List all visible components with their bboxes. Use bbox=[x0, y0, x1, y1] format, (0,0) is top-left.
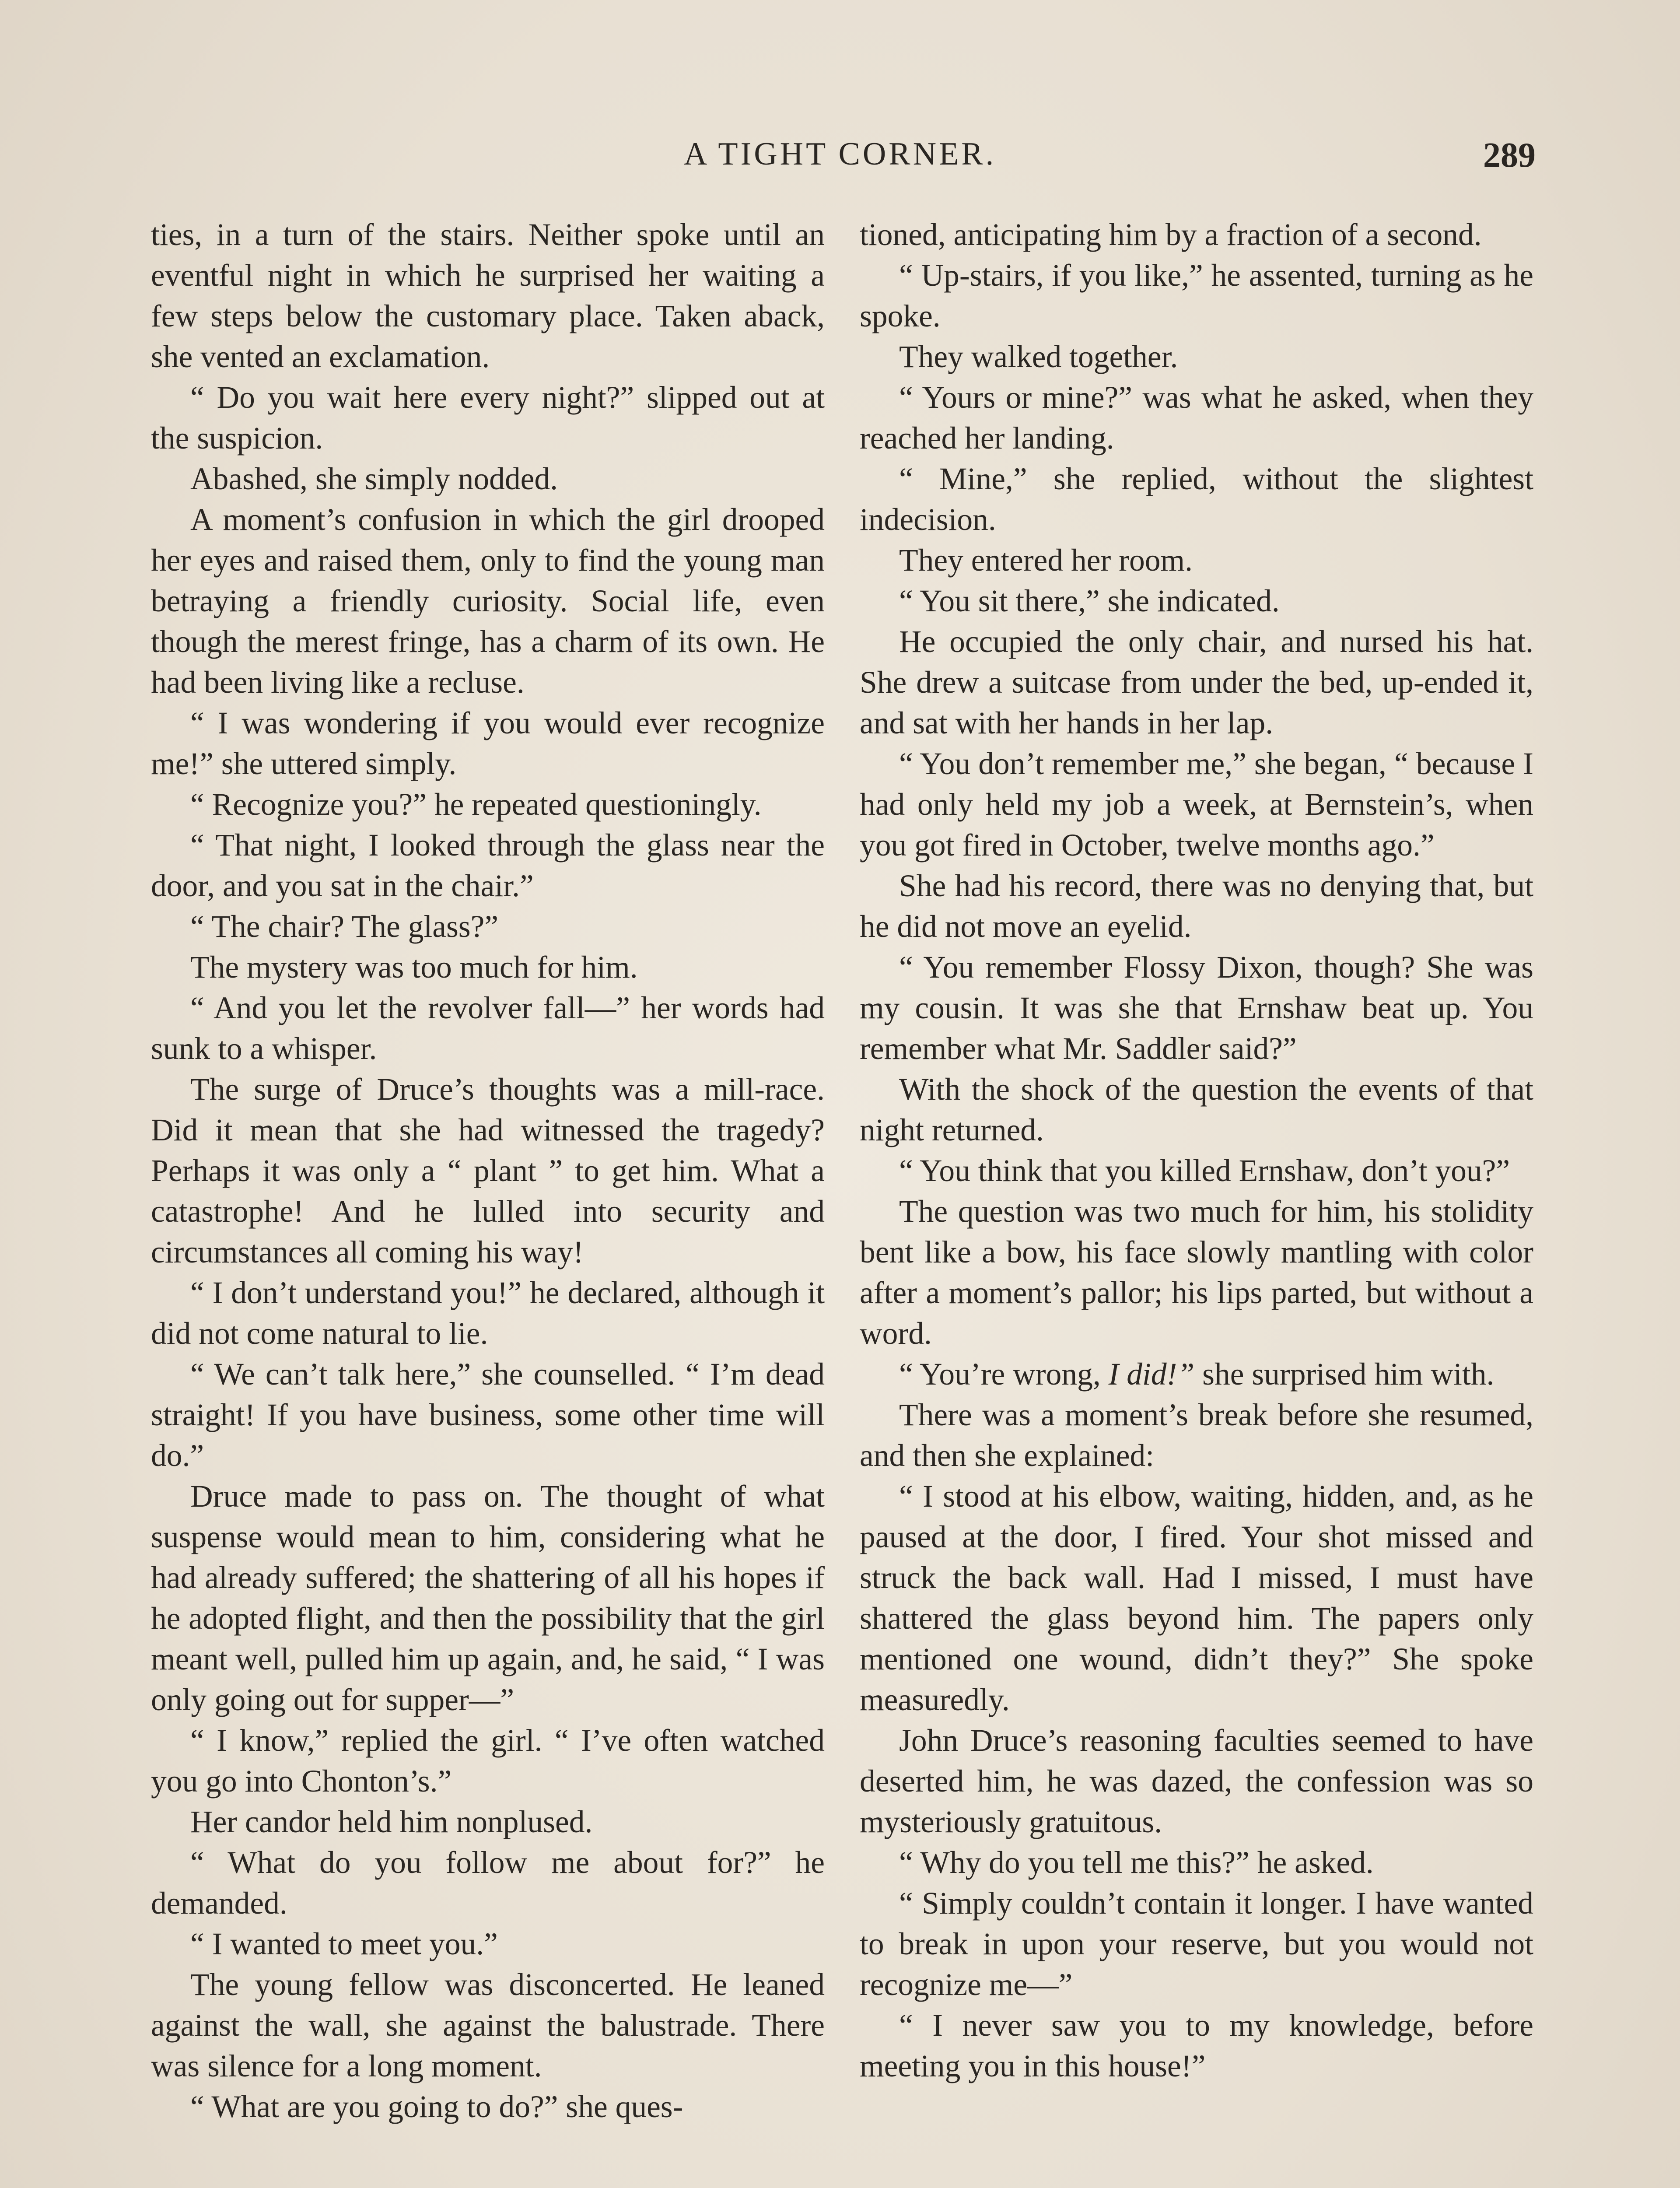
right-column-paragraph bbox=[860, 1150, 1533, 1191]
right-column-paragraph bbox=[860, 1395, 1533, 1476]
paragraph-text: “ Why do you tell me this?” he asked. bbox=[899, 1845, 1374, 1880]
paragraph-text: “ Simply couldn’t contain it longer. I have wanted to break in upon your reserve, but you would not recognize me—” bbox=[860, 1886, 1533, 2002]
left-column-paragraph bbox=[151, 825, 825, 906]
paragraph-text: “ Mine,” she replied, without the slightest indecision. bbox=[860, 462, 1533, 537]
left-column-paragraph bbox=[151, 947, 825, 988]
paragraph-text: He occupied the only chair, and nursed his hat. She drew a suitcase from under the bed, up-ended it, and sat with her hands in her lap. bbox=[860, 624, 1533, 740]
paragraph-text: The surge of Druce’s thoughts was a mill-race. Did it mean that she had witnessed the tragedy? Perhaps it was only a “ plant ” to get him. What a catastrophe! And he lulled into security and circumstances all coming his way! bbox=[151, 1072, 825, 1269]
paragraph-text: Druce made to pass on. The thought of what suspense would mean to him, considering what he had already suffered; the shattering of all his hopes if he adopted flight, and then the possibility that the girl meant well, pulled him up again, and, he said, “ I was only going out for supper—” bbox=[151, 1479, 825, 1717]
paragraph-text: “ Recognize you?” he repeated questioningly. bbox=[190, 787, 762, 822]
right-column-paragraph bbox=[860, 947, 1533, 1069]
right-column-paragraph bbox=[860, 1354, 1533, 1395]
paragraph-text: They entered her room. bbox=[899, 543, 1193, 578]
paragraph-text: The mystery was too much for him. bbox=[190, 950, 638, 985]
right-column-paragraph bbox=[860, 255, 1533, 337]
paragraph-text: The question was two much for him, his stolidity bent like a bow, his face slowly mantling with color after a moment’s pallor; his lips parted, but without a word. bbox=[860, 1194, 1533, 1351]
right-column-paragraph bbox=[860, 1883, 1533, 2005]
right-column-paragraph bbox=[860, 1842, 1533, 1883]
paragraph-text: John Druce’s reasoning faculties seemed to have deserted him, he was dazed, the confession was so mysteriously gratuitous. bbox=[860, 1723, 1533, 1839]
paragraph-text: The young fellow was disconcerted. He leaned against the wall, she against the balustrade. There was silence for a long moment. bbox=[151, 1967, 825, 2083]
paragraph-text: Her candor held him nonplused. bbox=[190, 1805, 593, 1839]
paragraph-text: “ You think that you killed Ernshaw, don’t you?” bbox=[899, 1154, 1510, 1188]
left-column-paragraph bbox=[151, 1924, 825, 1964]
right-column-paragraph bbox=[860, 1069, 1533, 1150]
page-number: 289 bbox=[1483, 136, 1536, 175]
running-head bbox=[0, 136, 1680, 184]
paragraph-text: Abashed, she simply nodded. bbox=[190, 462, 558, 496]
paragraph-text: “ You’re wrong, bbox=[899, 1357, 1109, 1392]
left-column-paragraph bbox=[151, 377, 825, 459]
left-column-paragraph bbox=[151, 784, 825, 825]
paragraph-text: “ What do you follow me about for?” he demanded. bbox=[151, 1845, 825, 1921]
paragraph-text: “ The chair? The glass?” bbox=[190, 909, 499, 944]
left-column-paragraph bbox=[151, 1354, 825, 1476]
left-column-paragraph bbox=[151, 1802, 825, 1842]
left-column-paragraph bbox=[151, 988, 825, 1069]
right-text-column bbox=[860, 214, 1533, 2086]
left-text-column bbox=[151, 214, 825, 2127]
paragraph-text: “ I don’t understand you!” he declared, although it did not come natural to lie. bbox=[151, 1276, 825, 1351]
left-column-paragraph bbox=[151, 1842, 825, 1924]
left-column-paragraph bbox=[151, 906, 825, 947]
paragraph-text: “ And you let the revolver fall—” her words had sunk to a whisper. bbox=[151, 991, 825, 1066]
left-column-paragraph bbox=[151, 2086, 825, 2127]
right-column-paragraph bbox=[860, 540, 1533, 581]
emphasized-text: I did!” bbox=[1108, 1357, 1195, 1392]
paragraph-text: “ You remember Flossy Dixon, though? She was my cousin. It was she that Ernshaw beat up. You remember what Mr. Saddler said?” bbox=[860, 950, 1533, 1066]
paragraph-text: “ What are you going to do?” she ques- bbox=[190, 2090, 683, 2124]
paragraph-text: “ Up-stairs, if you like,” he assented, turning as he spoke. bbox=[860, 258, 1533, 333]
paragraph-text: tioned, anticipating him by a fraction of a second. bbox=[860, 217, 1482, 252]
right-column-paragraph bbox=[860, 1720, 1533, 1842]
right-column-paragraph bbox=[860, 337, 1533, 377]
right-column-paragraph bbox=[860, 743, 1533, 866]
right-column-paragraph bbox=[860, 866, 1533, 947]
paragraph-text: “ You sit there,” she indicated. bbox=[899, 584, 1280, 618]
right-column-paragraph bbox=[860, 377, 1533, 459]
left-column-paragraph bbox=[151, 499, 825, 703]
paragraph-text: “ You don’t remember me,” she began, “ because I had only held my job a week, at Bernstein’s, when you got fired in October, twelve months ago.” bbox=[860, 747, 1533, 863]
paragraph-text: A moment’s confusion in which the girl drooped her eyes and raised them, only to find the young man betraying a friendly curiosity. Social life, even though the merest fringe, has a charm of its own. He had been living like a recluse. bbox=[151, 502, 825, 700]
paragraph-text: “ I know,” replied the girl. “ I’ve often watched you go into Chonton’s.” bbox=[151, 1723, 825, 1799]
left-column-paragraph bbox=[151, 1964, 825, 2086]
paragraph-text: “ I wanted to meet you.” bbox=[190, 1927, 498, 1961]
left-column-paragraph bbox=[151, 1069, 825, 1273]
paragraph-text: She had his record, there was no denying that, but he did not move an eyelid. bbox=[860, 869, 1533, 944]
right-column-paragraph bbox=[860, 1476, 1533, 1720]
paragraph-text: “ I stood at his elbow, waiting, hidden, and, as he paused at the door, I fired. Your shot missed and struck the back wall. Had I missed, I must have shattered the glass beyond him. The papers only mentioned one wound, didn’t they?” She spoke measuredly. bbox=[860, 1479, 1533, 1717]
paragraph-text: They walked together. bbox=[899, 340, 1178, 374]
right-column-paragraph bbox=[860, 459, 1533, 540]
paragraph-text: “ We can’t talk here,” she counselled. “ I’m dead straight! If you have business, some other time will do.” bbox=[151, 1357, 825, 1473]
paragraph-text: “ That night, I looked through the glass near the door, and you sat in the chair.” bbox=[151, 828, 825, 903]
right-column-paragraph bbox=[860, 2005, 1533, 2086]
paragraph-text: “ I never saw you to my knowledge, before meeting you in this house!” bbox=[860, 2008, 1533, 2083]
paragraph-text: “ Yours or mine?” was what he asked, when they reached her landing. bbox=[860, 380, 1533, 456]
left-column-paragraph bbox=[151, 214, 825, 377]
left-column-paragraph bbox=[151, 1476, 825, 1720]
left-column-paragraph bbox=[151, 459, 825, 499]
right-column-paragraph bbox=[860, 214, 1533, 255]
paragraph-text: “ I was wondering if you would ever recognize me!” she uttered simply. bbox=[151, 706, 825, 781]
right-column-paragraph bbox=[860, 621, 1533, 743]
paragraph-text: ties, in a turn of the stairs. Neither spoke until an eventful night in which he surprised her waiting a few steps below the customary place. Taken aback, she vented an exclamation. bbox=[151, 217, 825, 374]
left-column-paragraph bbox=[151, 1720, 825, 1802]
left-column-paragraph bbox=[151, 703, 825, 784]
right-column-paragraph bbox=[860, 1191, 1533, 1354]
running-title: A TIGHT CORNER. bbox=[683, 136, 997, 172]
paragraph-text-tail: she surprised him with. bbox=[1194, 1357, 1494, 1392]
left-column-paragraph bbox=[151, 1273, 825, 1354]
right-column-paragraph bbox=[860, 581, 1533, 621]
paragraph-text: “ Do you wait here every night?” slipped out at the suspicion. bbox=[151, 380, 825, 456]
paragraph-text: With the shock of the question the events of that night returned. bbox=[860, 1072, 1533, 1147]
paragraph-text: There was a moment’s break before she resumed, and then she explained: bbox=[860, 1398, 1533, 1473]
